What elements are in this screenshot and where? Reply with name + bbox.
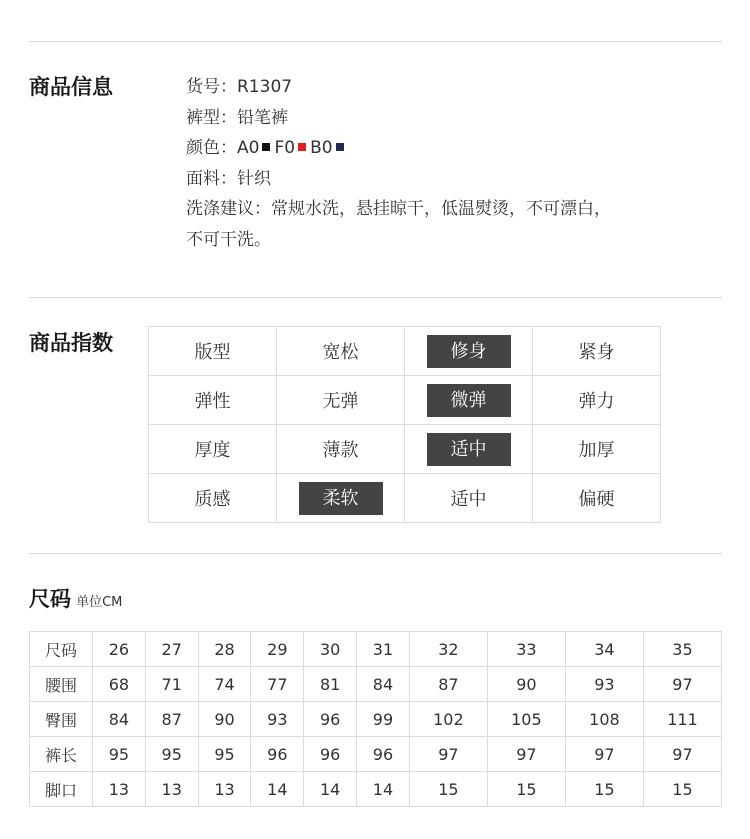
index-option: 宽松 [322,342,359,363]
size-section-header [29,583,122,613]
size-section-title: 尺码 [29,587,71,611]
size-cell: 90 [487,667,565,702]
index-row-label: 弹性 [149,376,277,425]
size-unit: 单位CM [76,595,123,610]
size-row [30,667,722,702]
size-cell: 77 [251,667,304,702]
size-cell: 28 [198,632,251,667]
index-option-cell [277,376,405,425]
wash-line-2 [186,225,611,256]
index-row-label: 厚度 [149,425,277,474]
index-option-cell [405,376,533,425]
color-swatch-b0 [336,143,344,151]
size-cell: 81 [304,667,357,702]
wash-value-2: 不可干洗。 [186,229,271,250]
top-divider [29,41,722,42]
index-row [149,425,661,474]
size-cell: 32 [409,632,487,667]
size-row-label: 腰围 [30,667,93,702]
wash-label: 洗涤建议： [186,199,271,219]
index-row [149,474,661,523]
size-cell: 111 [643,702,721,737]
size-cell: 29 [251,632,304,667]
size-row [30,632,722,667]
size-cell: 35 [643,632,721,667]
size-cell: 102 [409,702,487,737]
index-row-label: 质感 [149,474,277,523]
index-option-cell [405,425,533,474]
size-cell: 105 [487,702,565,737]
size-cell: 96 [304,702,357,737]
index-option-cell [277,425,405,474]
color-b0: B0 [310,138,333,158]
index-option: 无弹 [322,391,359,412]
size-cell: 13 [145,772,198,807]
size-row-label: 臀围 [30,702,93,737]
size-cell: 97 [643,737,721,772]
size-cell: 95 [145,737,198,772]
size-cell: 97 [409,737,487,772]
index-option-cell [277,327,405,376]
size-row [30,702,722,737]
item-no-label: 货号： [186,77,237,97]
index-option: 薄款 [322,440,359,461]
index-option-cell [533,327,661,376]
size-cell: 97 [565,737,643,772]
size-cell: 27 [145,632,198,667]
fit-line [186,103,611,134]
divider-3 [29,553,722,554]
color-label: 颜色： [186,138,237,158]
index-option-cell [533,425,661,474]
index-option-selected: 柔软 [299,482,383,515]
size-cell: 26 [93,632,146,667]
size-cell: 13 [198,772,251,807]
index-option: 适中 [450,489,487,510]
index-row [149,376,661,425]
index-option-cell [405,327,533,376]
size-cell: 90 [198,702,251,737]
size-cell: 87 [145,702,198,737]
size-row-label: 裤长 [30,737,93,772]
size-cell: 68 [93,667,146,702]
index-option-cell [533,376,661,425]
size-cell: 15 [565,772,643,807]
size-cell: 96 [357,737,410,772]
item-no-value: R1307 [237,77,293,97]
index-option: 加厚 [578,440,615,461]
color-f0: F0 [274,138,296,158]
size-cell: 84 [357,667,410,702]
fit-value: 铅笔裤 [237,107,288,128]
fit-label: 裤型： [186,107,237,128]
index-row [149,327,661,376]
color-swatch-a0 [262,143,270,151]
size-cell: 97 [487,737,565,772]
size-cell: 15 [487,772,565,807]
index-option-selected: 修身 [427,335,511,368]
size-cell: 15 [643,772,721,807]
fabric-label: 面料： [186,168,237,189]
size-cell: 74 [198,667,251,702]
info-section-title: 商品信息 [29,75,113,99]
size-row-label: 尺码 [30,632,93,667]
size-cell: 84 [93,702,146,737]
size-cell: 93 [251,702,304,737]
index-option-selected: 适中 [427,433,511,466]
size-row [30,737,722,772]
color-swatch-f0 [298,143,306,151]
index-row-label: 版型 [149,327,277,376]
index-option: 偏硬 [578,489,615,510]
size-cell: 31 [357,632,410,667]
size-cell: 34 [565,632,643,667]
color-line [186,133,611,164]
product-index-grid [148,326,661,523]
index-option: 紧身 [578,342,615,363]
size-cell: 14 [304,772,357,807]
index-option-cell [533,474,661,523]
size-row-label: 脚口 [30,772,93,807]
size-cell: 71 [145,667,198,702]
size-cell: 30 [304,632,357,667]
item-no-line [186,72,611,103]
size-table [29,631,722,807]
size-cell: 97 [643,667,721,702]
size-cell: 95 [198,737,251,772]
index-option: 弹力 [578,391,615,412]
product-info [186,72,611,255]
fabric-value: 针织 [237,168,271,189]
size-cell: 96 [251,737,304,772]
index-option-cell [405,474,533,523]
fabric-line [186,164,611,195]
size-cell: 108 [565,702,643,737]
divider-2 [29,297,722,298]
size-cell: 33 [487,632,565,667]
wash-value-1: 常规水洗，悬挂晾干，低温熨烫，不可漂白， [271,199,611,219]
index-option-selected: 微弹 [427,384,511,417]
size-cell: 87 [409,667,487,702]
wash-line [186,194,611,225]
size-cell: 95 [93,737,146,772]
size-cell: 13 [93,772,146,807]
size-cell: 15 [409,772,487,807]
color-a0: A0 [237,138,260,158]
index-option-cell [277,474,405,523]
size-cell: 96 [304,737,357,772]
size-cell: 93 [565,667,643,702]
size-cell: 99 [357,702,410,737]
size-row [30,772,722,807]
index-section-title: 商品指数 [29,331,113,355]
size-cell: 14 [357,772,410,807]
size-cell: 14 [251,772,304,807]
